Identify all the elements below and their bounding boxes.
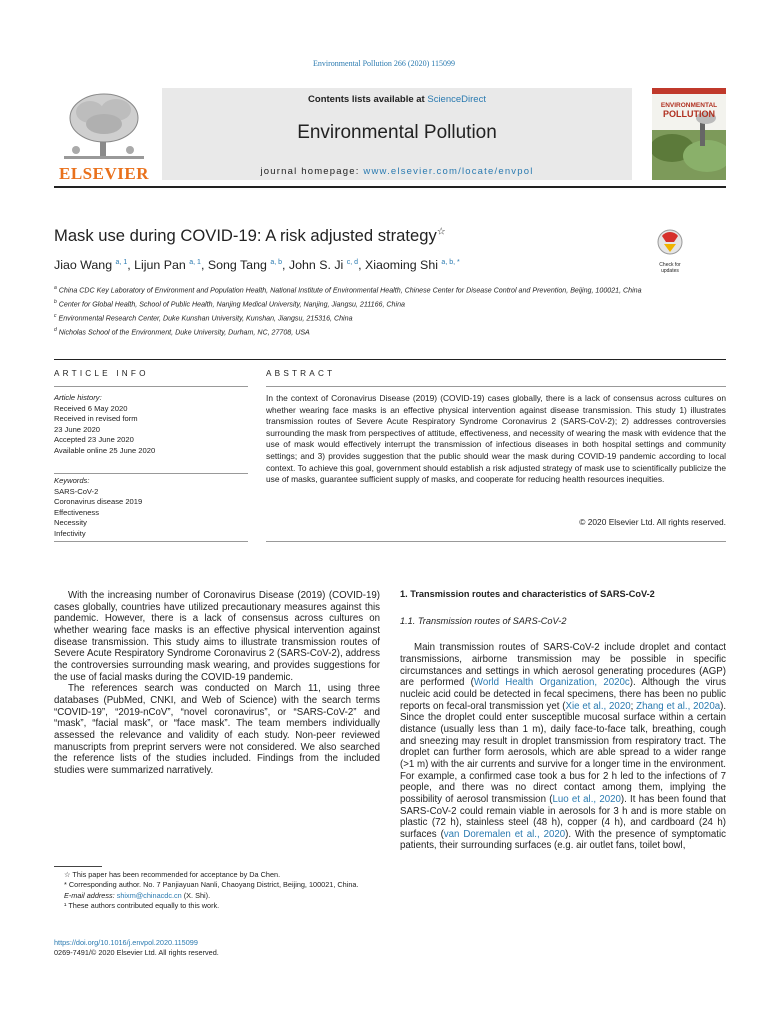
section-heading: 1. Transmission routes and characteristics of SARS-CoV-2 xyxy=(400,589,655,599)
keywords xyxy=(54,476,248,539)
keyword: Effectiveness xyxy=(54,507,100,517)
affiliation-text: Environmental Research Center, Duke Kunshan University, Kunshan, Jiangsu, 215316, China xyxy=(58,314,353,323)
author-name: John S. Ji xyxy=(288,258,344,272)
body-left-column xyxy=(54,590,380,777)
abstract-bottom-rule xyxy=(266,541,726,542)
journal-homepage-line xyxy=(162,166,632,177)
article-history xyxy=(54,393,248,456)
author-affil-sup[interactable]: a, 1 xyxy=(189,258,201,266)
contents-line xyxy=(162,94,632,105)
body-text-segment: ). It has been found that SARS-CoV-2 could remain viable in aerosols for 3 h and is more stable on plastic (72 h), stainless steel (48 h), copper (4 h), and cardboard (24 h) surfaces ( xyxy=(400,793,726,840)
abstract-copyright: © 2020 Elsevier Ltd. All rights reserved. xyxy=(579,517,726,527)
contents-prefix: Contents lists available at xyxy=(308,94,428,105)
journal-homepage-link[interactable]: www.elsevier.com/locate/envpol xyxy=(363,166,534,177)
footnote-email xyxy=(54,891,380,901)
email-label: E-mail address: xyxy=(64,890,117,900)
citation-link[interactable]: van Doremalen et al., 2020 xyxy=(443,828,566,840)
affiliation-mark: d xyxy=(54,326,57,333)
affiliation-mark: c xyxy=(54,312,57,319)
footnote-rule xyxy=(54,866,102,867)
title-footnote-mark[interactable]: ☆ xyxy=(436,226,446,238)
author[interactable] xyxy=(208,258,282,272)
author[interactable] xyxy=(134,258,201,272)
keywords-rule xyxy=(54,473,248,474)
affiliation xyxy=(54,311,664,325)
author-list: Jiao Wang $^{a, 1}$, Lijun Pan $^{a, 1}$, Song Tang $^{a, b}$, John S. Ji $^{c, d}$, Xiaoming Shi $^{a, b, *}$ xyxy=(54,258,460,272)
footnote-equal: ¹ These authors contributed equally to this work. xyxy=(64,900,220,910)
keywords-label: Keywords: xyxy=(54,476,90,485)
doi-block xyxy=(54,938,219,959)
body-text-segment: ). Although the virus nucleic acid could be detected in fecal specimens, there has been no public reports on fecal-oral transmission yet ( xyxy=(400,677,727,712)
affiliation xyxy=(54,283,664,297)
footnote-star: ☆ This paper has been recommended for acceptance by Da Chen. xyxy=(64,870,281,879)
author-name: Song Tang xyxy=(207,258,267,272)
affiliation xyxy=(54,325,664,339)
affiliations xyxy=(54,283,664,338)
body-paragraph: With the increasing number of Coronavirus Disease (2019) (COVID-19) cases globally, countries have utilized precautionary measures against this pandemic. However, there is a lack of consensus across cultures on whether wearing face masks is an effective physical intervention against disease transmission. This study aims to illustrate transmission routes of Severe Acute Respiratory Syndrome Coronavirus 2 (SARS-CoV-2), address the controversies surrounding mask wearing, and provides suggestions for the use of facial masks during the COVID-19 pandemic. xyxy=(54,590,380,683)
author-name: Xiaoming Shi xyxy=(364,258,438,272)
history-item: Accepted 23 June 2020 xyxy=(54,435,134,444)
author-affil-sup[interactable]: a, b, * xyxy=(441,258,460,266)
body-text-segment: ; xyxy=(630,700,637,712)
body-paragraph: The references search was conducted on March 11, using three databases (PubMed, CNKI, and Web of Science) with the search terms “COVID-19”, “2019-nCoV”, “novel coronavirus”, or “SARS-CoV-2” and “mask”, “facial mask”, or “face mask”. The team members individually assessed the relevance and validity of each study. Non-peer reviewed manuscripts from preprint servers were not considered. We also searched the reference lists of the studies included. Findings from the included studies were summarized narratively. xyxy=(54,683,380,776)
history-item: Received in revised form xyxy=(54,414,138,423)
author[interactable] xyxy=(289,258,358,272)
section-rule xyxy=(54,359,726,360)
keyword: Infectivity xyxy=(54,528,86,538)
abstract-heading: ABSTRACT xyxy=(266,369,336,378)
citation-link[interactable]: World Health Organization, 2020c xyxy=(473,677,630,689)
history-item: 23 June 2020 xyxy=(54,424,101,434)
author-name: Jiao Wang xyxy=(54,258,113,272)
article-info-bottom-rule xyxy=(54,541,248,542)
history-label: Article history: xyxy=(54,393,102,402)
check-updates-label: Check for updates xyxy=(659,262,681,274)
affiliation-text: China CDC Key Laboratory of Environment and Population Health, National Institute of Environmental Health, Chinese Center for Disease Control and Prevention, Beijing, 100021, China xyxy=(58,286,642,295)
check-for-updates-icon[interactable] xyxy=(650,228,690,272)
abstract-text: In the context of Coronavirus Disease (2019) (COVID-19) cases globally, there is a lack of consensus across cultures on whether wearing face masks is an effective physical intervention against disease transmission. This study 1) illustrates transmission routes of Severe Acute Respiratory Syndrome Coronavirus 2 (SARS-CoV-2); 2) addresses controversies surrounding the mask from perspectives of attitude, effectiveness, and necessity of wearing the mask with evidence that the use of mask would effectively interrupt the transmission of infectious diseases in both hospital settings and community settings; and 3) provides suggestion that the public should wear the mask during COVID-19 pandemic according to local context. To achieve this goal, government should establish a risk adjusted strategy of mask use to scientifically publicize the use of masks, guarantee sufficient supply of masks, and cooperate for reducing health resources inequities. xyxy=(266,393,726,485)
abstract-rule xyxy=(266,386,726,387)
body-right-column xyxy=(400,589,726,852)
author-affil-sup[interactable]: a, 1 xyxy=(115,258,128,266)
affiliation-mark: a xyxy=(54,285,57,291)
article-title xyxy=(54,226,446,246)
article-info-rule xyxy=(54,386,248,387)
publisher-logo-text: ELSEVIER xyxy=(59,164,149,183)
cover-title xyxy=(652,102,726,119)
body-paragraph xyxy=(400,642,726,852)
body-text-segment: ). Since the droplet could enter susceptible mucosal surface within a certain distance (usually less than 1 m), daily face-to-face talk, breathing, cough and sneezing may result in droplet transmission from respiratory tract. The droplet can further form aerosols, which are able spread to a wider range (>1 m) with the air currents and survive for a longer time in the environment. For example, a confirmed case took a bus for 2 h led to the infections of 7 people, and there was no direct contact among them, implying the possibility of aerosol transmission ( xyxy=(400,700,727,805)
body-text-segment: Main transmission routes of SARS-CoV-2 include droplet and contact transmissions, airborne transmission may be possible in specific circumstances and settings in which aerosol generating procedures (AGP) are performed ( xyxy=(400,642,726,689)
affiliation-mark: b xyxy=(54,298,57,305)
journal-title: Environmental Pollution xyxy=(297,122,497,143)
journal-citation[interactable]: Environmental Pollution 266 (2020) 115099 xyxy=(313,59,455,68)
keyword: Coronavirus disease 2019 xyxy=(54,497,143,506)
keyword: SARS-CoV-2 xyxy=(54,486,99,496)
footnote-corresponding: * Corresponding author. No. 7 Panjiayuan Nanli, Chaoyang District, Beijing, 100021, China. xyxy=(64,880,359,890)
homepage-prefix: journal homepage: xyxy=(260,166,364,177)
affiliation-text: Center for Global Health, School of Public Health, Nanjing Medical University, Nanjing, Jiangsu, 211166, China xyxy=(58,300,405,309)
citation-link[interactable]: Zhang et al., 2020a xyxy=(636,700,721,712)
citation-link[interactable]: Luo et al., 2020 xyxy=(552,793,621,805)
issn-line: 0269-7491/© 2020 Elsevier Ltd. All rights reserved. xyxy=(54,948,219,958)
cover-title-line2: POLLUTION xyxy=(663,109,715,119)
citation-link[interactable]: Xie et al., 2020 xyxy=(565,700,631,712)
sciencedirect-link[interactable]: ScienceDirect xyxy=(427,94,486,105)
history-item: Received 6 May 2020 xyxy=(54,403,128,413)
history-item: Available online 25 June 2020 xyxy=(54,445,156,455)
header-rule xyxy=(54,186,726,188)
author[interactable] xyxy=(54,258,127,272)
subsection-heading: 1.1. Transmission routes of SARS-CoV-2 xyxy=(400,615,567,626)
author-affil-sup[interactable]: c, d xyxy=(346,258,359,266)
author-affil-sup[interactable]: a, b xyxy=(270,258,282,266)
author-name: Lijun Pan xyxy=(134,258,186,272)
keyword: Necessity xyxy=(54,518,87,527)
cover-title-line1: ENVIRONMENTAL xyxy=(660,102,718,109)
affiliation-text: Nicholas School of the Environment, Duke University, Durham, NC, 27708, USA xyxy=(58,327,310,336)
article-info-heading: ARTICLE INFO xyxy=(54,369,149,378)
affiliation xyxy=(54,297,664,311)
email-suffix: (X. Shi). xyxy=(181,890,211,900)
email-link[interactable]: shixm@chinacdc.cn xyxy=(116,890,182,900)
doi-link[interactable]: https://doi.org/10.1016/j.envpol.2020.115099 xyxy=(54,938,198,947)
author[interactable] xyxy=(365,258,460,272)
article-title-text: Mask use during COVID-19: A risk adjusted strategy xyxy=(54,226,437,245)
footnotes xyxy=(54,870,380,911)
body-text-segment: ). With the presence of symptomatic patients, their surrounding surfaces (e.g. air outlet fans, toilet bowl, xyxy=(400,828,726,852)
